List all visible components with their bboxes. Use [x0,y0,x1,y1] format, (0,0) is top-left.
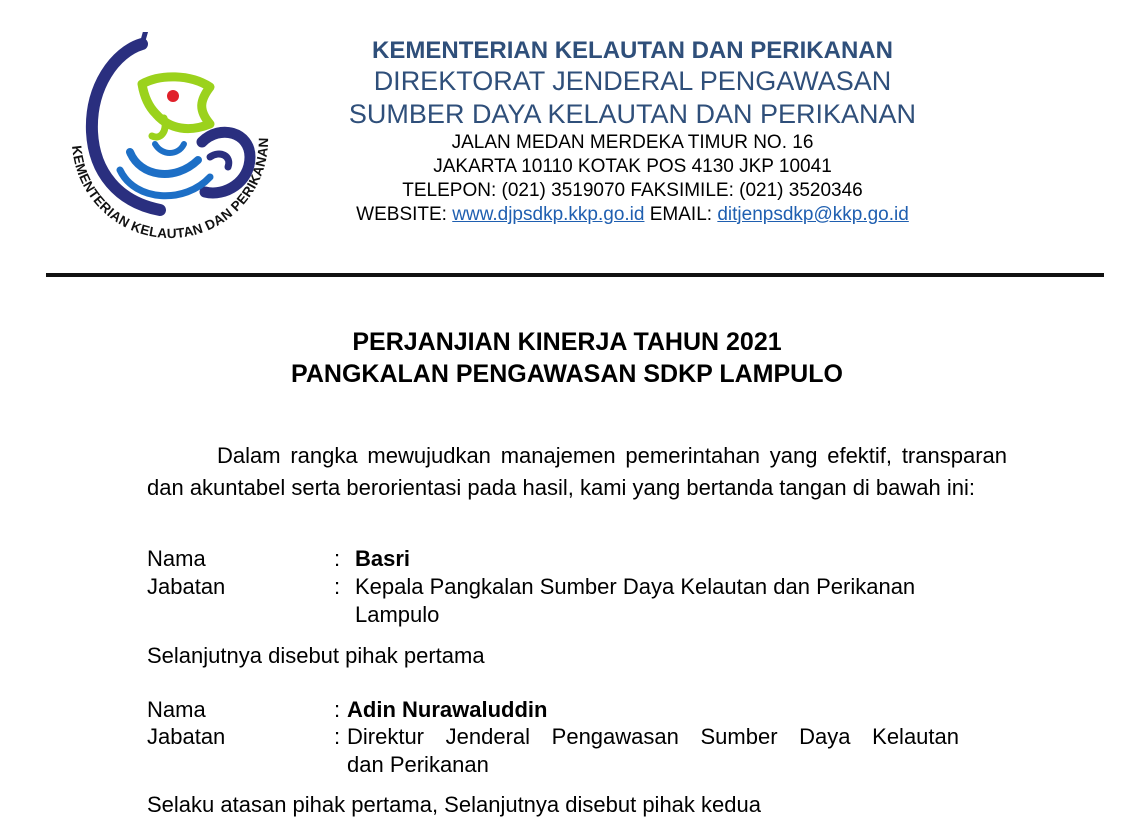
party2-closing: Selaku atasan pihak pertama, Selanjutnya disebut pihak kedua [147,792,761,817]
party2-name: Adin Nurawaluddin [347,697,548,722]
directorate-line-1: DIREKTORAT JENDERAL PENGAWASAN [373,66,892,96]
document-title-line-1: PERJANJIAN KINERJA TAHUN 2021 [352,328,782,356]
party1-position-label: Jabatan [147,574,226,599]
email-link[interactable]: ditjenpsdkp@kkp.go.id [717,204,909,225]
party1-name-colon: : [334,546,341,571]
party2-position-label: Jabatan [147,724,226,749]
party1-position-colon: : [334,574,341,599]
directorate-line-2: SUMBER DAYA KELAUTAN DAN PERIKANAN [348,99,917,129]
party2-position-colon: : [334,724,341,749]
party2-position-line-2: dan Perikanan [347,752,489,777]
intro-paragraph [147,440,1007,504]
party1-position-line-1: Kepala Pangkalan Sumber Daya Kelautan dan Perikanan [355,574,916,599]
party1-position-line-2: Lampulo [355,602,440,627]
logo-ring-text: KEMENTERIAN KELAUTAN DAN PERIKANAN [69,137,272,242]
ministry-name: KEMENTERIAN KELAUTAN DAN PERIKANAN [372,37,893,64]
party1-closing: Selanjutnya disebut pihak pertama [147,643,485,668]
document-title-line-2: PANGKALAN PENGAWASAN SDKP LAMPULO [291,360,843,388]
party1-name: Basri [355,546,411,571]
city-postal: JAKARTA 10110 KOTAK POS 4130 JKP 10041 [433,156,832,177]
ministry-logo [60,32,280,252]
ministry-logo-emblem [60,32,280,252]
website-label: WEBSITE: [356,204,447,225]
party2-name-label: Nama [147,697,206,722]
web-email-line [300,203,965,227]
letterhead-divider [46,273,1104,277]
letterhead [300,36,965,227]
email-label: EMAIL: [649,204,713,225]
phone-fax: TELEPON: (021) 3519070 FAKSIMILE: (021) 3520346 [402,180,863,201]
intro-text: Dalam rangka mewujudkan manajemen pemerintahan yang efektif, transparan dan akuntabel serta berorientasi pada hasil, kami yang bertanda tangan di bawah ini: [147,443,1007,500]
party1-name-label: Nama [147,546,206,571]
website-link[interactable]: www.djpsdkp.kkp.go.id [452,204,645,225]
address: JALAN MEDAN MERDEKA TIMUR NO. 16 [451,132,814,153]
party2-position-line-1: Direktur Jenderal Pengawasan Sumber Daya Kelautan [347,724,959,749]
party2-name-colon: : [334,697,341,722]
